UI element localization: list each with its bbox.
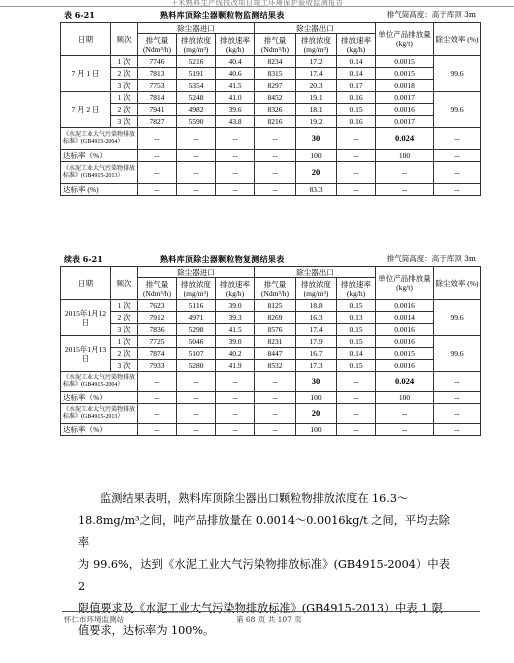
value-cell: 0.15 <box>337 360 376 372</box>
standard-value: -- <box>138 424 177 436</box>
value-cell: 7753 <box>138 80 177 92</box>
efficiency-cell: 99.6 <box>434 56 481 92</box>
inlet-header: 除尘器进口 <box>138 23 255 34</box>
standard-label: 《水泥工业大气污染物排放标准》(GB4915-2004） <box>61 128 138 150</box>
value-cell: 0.0017 <box>376 92 434 104</box>
value-cell: 19.2 <box>296 116 337 128</box>
efficiency-cell: 99.6 <box>434 92 481 128</box>
standard-value: -- <box>337 424 376 436</box>
value-cell: 39.0 <box>216 300 255 312</box>
value-cell: 0.15 <box>337 104 376 116</box>
value-cell: 5116 <box>177 300 216 312</box>
value-cell: 7941 <box>138 104 177 116</box>
standard-value: -- <box>434 128 481 150</box>
standard-value: -- <box>255 162 296 184</box>
paragraph-line: 监测结果表明，熟料库顶除尘器出口颗粒物排放浓度在 16.3～ <box>100 492 409 505</box>
table2-caption <box>60 253 480 265</box>
value-cell: 43.8 <box>216 116 255 128</box>
standard-value: 0.024 <box>376 128 434 150</box>
value-cell: 7813 <box>138 68 177 80</box>
standard-value: -- <box>138 392 177 404</box>
freq-cell: 1 次 <box>111 300 138 312</box>
value-cell: 8532 <box>255 360 296 372</box>
freq-header: 频次 <box>111 267 138 300</box>
standard-value: -- <box>337 150 376 162</box>
value-cell: 0.0014 <box>376 312 434 324</box>
standard-value: -- <box>138 184 177 196</box>
paragraph-line: 限值要求及《水泥工业大气污染物排放标准》(GB4915-2013）中表 1 限 <box>78 602 443 615</box>
value-cell: 5298 <box>177 324 216 336</box>
value-cell: 0.17 <box>337 80 376 92</box>
freq-cell: 2 次 <box>111 312 138 324</box>
standard-value: -- <box>434 392 481 404</box>
table-row <box>61 116 481 128</box>
date-header: 日期 <box>61 267 111 300</box>
inlet-header: 除尘器进口 <box>138 267 255 278</box>
value-cell: 0.13 <box>337 312 376 324</box>
table-row <box>61 312 481 324</box>
flow-header: 排气量 (Ndm³/h) <box>138 34 177 56</box>
standard-label: 《水泥工业大气污染物排放标准》(GB4915-2013） <box>61 162 138 184</box>
value-cell: 41.9 <box>216 360 255 372</box>
paragraph-line: 为 99.6%，达到《水泥工业大气污染物排放标准》(GB4915-2004）中表 2 <box>78 558 450 593</box>
date-cell: 2015年1月12日 <box>61 300 111 336</box>
value-cell: 8297 <box>255 80 296 92</box>
rate-header: 排放速率 (kg/h) <box>337 278 376 300</box>
standard-label: 达标率（%） <box>61 424 138 436</box>
value-cell: 18.8 <box>296 300 337 312</box>
standard-row <box>61 392 481 404</box>
rate-header: 排放速率 (kg/h) <box>337 34 376 56</box>
value-cell: 18.1 <box>296 104 337 116</box>
footer-org: 怀仁市环境监测站 <box>64 615 124 624</box>
value-cell: 40.2 <box>216 348 255 360</box>
standard-value: -- <box>177 424 216 436</box>
table1-caption <box>60 9 480 21</box>
standard-label: 达标率 (%) <box>61 184 138 196</box>
value-cell: 17.4 <box>296 324 337 336</box>
standard-value: -- <box>434 150 481 162</box>
conc-header: 排放浓度 (mg/m³) <box>177 278 216 300</box>
efficiency-header: 除尘效率 (%) <box>434 23 481 56</box>
standard-value: -- <box>216 392 255 404</box>
standard-value: 100 <box>296 424 337 436</box>
value-cell: 0.0015 <box>376 348 434 360</box>
standard-value: -- <box>216 150 255 162</box>
standard-value: -- <box>255 128 296 150</box>
value-cell: 0.14 <box>337 56 376 68</box>
standard-value: 100 <box>376 392 434 404</box>
standard-value: -- <box>255 184 296 196</box>
date-cell: 2015年1月13日 <box>61 336 111 372</box>
value-cell: 41.0 <box>216 92 255 104</box>
table-row <box>61 360 481 372</box>
standard-label: 达标率（%） <box>61 392 138 404</box>
freq-cell: 1 次 <box>111 56 138 68</box>
standard-value: -- <box>255 404 296 424</box>
standard-value: -- <box>337 162 376 184</box>
standard-row <box>61 372 481 392</box>
value-cell: 8269 <box>255 312 296 324</box>
value-cell: 0.0018 <box>376 80 434 92</box>
value-cell: 17.4 <box>296 68 337 80</box>
standard-value: 30 <box>296 372 337 392</box>
table1-number: 表 6-21 <box>64 10 95 20</box>
standard-value: -- <box>177 150 216 162</box>
freq-cell: 3 次 <box>111 360 138 372</box>
standard-value: -- <box>138 128 177 150</box>
value-cell: 17.9 <box>296 336 337 348</box>
conc-header: 排放浓度 (mg/m³) <box>296 34 337 56</box>
table1-title: 熟料库顶除尘器颗粒物监测结果表 <box>160 10 285 20</box>
value-cell: 0.15 <box>337 300 376 312</box>
value-cell: 0.0016 <box>376 360 434 372</box>
value-cell: 7874 <box>138 348 177 360</box>
value-cell: 8576 <box>255 324 296 336</box>
value-cell: 0.15 <box>337 324 376 336</box>
value-cell: 39.3 <box>216 312 255 324</box>
standard-value: -- <box>255 150 296 162</box>
value-cell: 39.0 <box>216 336 255 348</box>
value-cell: 0.0016 <box>376 324 434 336</box>
standard-value: -- <box>177 162 216 184</box>
unit-emission-header: 单位产品排放量(kg/t) <box>376 23 434 56</box>
table-row <box>61 348 481 360</box>
table-row <box>61 300 481 312</box>
rate-header: 排放速率 (kg/h) <box>216 34 255 56</box>
standard-value: 30 <box>296 128 337 150</box>
value-cell: 0.15 <box>337 336 376 348</box>
value-cell: 20.3 <box>296 80 337 92</box>
date-cell: 7 月 1 日 <box>61 56 111 92</box>
standard-value: -- <box>337 404 376 424</box>
rate-header: 排放速率 (kg/h) <box>216 278 255 300</box>
table-row <box>61 80 481 92</box>
unit-emission-header: 单位产品排放量(kg/t) <box>376 267 434 300</box>
standard-value: 83.3 <box>296 184 337 196</box>
paragraph-line: 18.8mg/m³之间，吨产品排放量在 0.0014～0.0016kg/t 之间，平均去除率 <box>78 514 450 549</box>
standard-value: -- <box>255 424 296 436</box>
table-row <box>61 324 481 336</box>
value-cell: 0.14 <box>337 68 376 80</box>
standard-value: -- <box>337 372 376 392</box>
standard-value: -- <box>376 424 434 436</box>
value-cell: 0.0015 <box>376 68 434 80</box>
standard-value: -- <box>434 184 481 196</box>
footer-divider <box>62 611 480 612</box>
freq-header: 频次 <box>111 23 138 56</box>
standard-row <box>61 424 481 436</box>
standard-value: -- <box>177 184 216 196</box>
table-row <box>61 92 481 104</box>
value-cell: 41.5 <box>216 324 255 336</box>
standard-value: -- <box>138 372 177 392</box>
value-cell: 17.2 <box>296 56 337 68</box>
table-row <box>61 336 481 348</box>
standard-value: -- <box>138 404 177 424</box>
value-cell: 7746 <box>138 56 177 68</box>
standard-value: -- <box>255 392 296 404</box>
outlet-header: 除尘器出口 <box>255 267 376 278</box>
table-row <box>61 56 481 68</box>
table1-note: 排气筒高度：高于库顶 3m <box>386 10 476 19</box>
flow-header: 排气量 (Ndm³/h) <box>255 34 296 56</box>
date-cell: 7 月 2 日 <box>61 92 111 128</box>
standard-value: -- <box>434 424 481 436</box>
value-cell: 7827 <box>138 116 177 128</box>
table2-note: 排气筒高度：高于库顶 3m <box>386 254 476 263</box>
value-cell: 16.7 <box>296 348 337 360</box>
freq-cell: 2 次 <box>111 68 138 80</box>
standard-value: -- <box>376 404 434 424</box>
standard-value: -- <box>177 128 216 150</box>
freq-cell: 2 次 <box>111 348 138 360</box>
standard-value: -- <box>177 372 216 392</box>
efficiency-cell: 99.6 <box>434 300 481 336</box>
standard-value: -- <box>376 162 434 184</box>
value-cell: 39.6 <box>216 104 255 116</box>
value-cell: 0.14 <box>337 348 376 360</box>
value-cell: 8234 <box>255 56 296 68</box>
freq-cell: 3 次 <box>111 324 138 336</box>
value-cell: 8125 <box>255 300 296 312</box>
efficiency-cell: 99.6 <box>434 336 481 372</box>
freq-cell: 1 次 <box>111 336 138 348</box>
value-cell: 5354 <box>177 80 216 92</box>
value-cell: 7912 <box>138 312 177 324</box>
value-cell: 0.16 <box>337 116 376 128</box>
paragraph-line: 值要求，达标率为 100%。 <box>78 624 215 637</box>
standard-value: -- <box>138 150 177 162</box>
value-cell: 16.3 <box>296 312 337 324</box>
value-cell: 8326 <box>255 104 296 116</box>
value-cell: 17.3 <box>296 360 337 372</box>
standard-label: 《水泥工业大气污染物排放标准》(GB4915-2013） <box>61 404 138 424</box>
standard-value: -- <box>434 162 481 184</box>
value-cell: 0.0017 <box>376 116 434 128</box>
value-cell: 8315 <box>255 68 296 80</box>
standard-value: 100 <box>376 150 434 162</box>
flow-header: 排气量 (Ndm³/h) <box>138 278 177 300</box>
value-cell: 5280 <box>177 360 216 372</box>
value-cell: 0.0016 <box>376 300 434 312</box>
standard-row <box>61 128 481 150</box>
standard-value: -- <box>216 372 255 392</box>
value-cell: 19.1 <box>296 92 337 104</box>
table2-number: 续表 6-21 <box>64 254 103 264</box>
value-cell: 0.0015 <box>376 56 434 68</box>
table-row <box>61 68 481 80</box>
table2 <box>60 266 481 436</box>
value-cell: 4982 <box>177 104 216 116</box>
freq-cell: 3 次 <box>111 80 138 92</box>
freq-cell: 1 次 <box>111 92 138 104</box>
standard-value: -- <box>216 162 255 184</box>
standard-row <box>61 404 481 424</box>
standard-value: 20 <box>296 162 337 184</box>
standard-value: -- <box>138 162 177 184</box>
value-cell: 40.4 <box>216 56 255 68</box>
conc-header: 排放浓度 (mg/m³) <box>296 278 337 300</box>
freq-cell: 2 次 <box>111 104 138 116</box>
standard-value: -- <box>177 404 216 424</box>
value-cell: 7725 <box>138 336 177 348</box>
conc-header: 排放浓度 (mg/m³) <box>177 34 216 56</box>
page-number: 第 68 页 共 107 页 <box>236 615 302 624</box>
value-cell: 0.0016 <box>376 104 434 116</box>
value-cell: 8452 <box>255 92 296 104</box>
value-cell: 0.16 <box>337 92 376 104</box>
value-cell: 5107 <box>177 348 216 360</box>
value-cell: 8231 <box>255 336 296 348</box>
standard-value: -- <box>434 404 481 424</box>
standard-value: -- <box>337 184 376 196</box>
value-cell: 0.0016 <box>376 336 434 348</box>
value-cell: 5191 <box>177 68 216 80</box>
standard-label: 《水泥工业大气污染物排放标准》(GB4915-2004） <box>61 372 138 392</box>
standard-value: -- <box>216 128 255 150</box>
standard-row <box>61 150 481 162</box>
standard-value: -- <box>216 184 255 196</box>
value-cell: 4971 <box>177 312 216 324</box>
freq-cell: 3 次 <box>111 116 138 128</box>
value-cell: 7933 <box>138 360 177 372</box>
standard-value: -- <box>216 404 255 424</box>
value-cell: 5248 <box>177 92 216 104</box>
efficiency-header: 除尘效率 (%) <box>434 267 481 300</box>
table2-title: 熟料库顶除尘器颗粒物复测结果表 <box>160 254 285 264</box>
value-cell: 5216 <box>177 56 216 68</box>
standard-value: -- <box>177 392 216 404</box>
value-cell: 5046 <box>177 336 216 348</box>
value-cell: 8447 <box>255 348 296 360</box>
standard-value: 20 <box>296 404 337 424</box>
value-cell: 7814 <box>138 92 177 104</box>
value-cell: 7836 <box>138 324 177 336</box>
table1 <box>60 22 481 196</box>
standard-label: 达标率（%） <box>61 150 138 162</box>
standard-value: -- <box>337 128 376 150</box>
table-row <box>61 104 481 116</box>
value-cell: 7623 <box>138 300 177 312</box>
running-header: 干米熟料生产线技改项目竣工环境保护验收监测报告 <box>0 0 514 7</box>
standard-value: -- <box>255 372 296 392</box>
standard-value: -- <box>337 392 376 404</box>
value-cell: 8216 <box>255 116 296 128</box>
standard-value: 100 <box>296 392 337 404</box>
outlet-header: 除尘器出口 <box>255 23 376 34</box>
flow-header: 排气量 (Ndm³/h) <box>255 278 296 300</box>
standard-value: 0.024 <box>376 372 434 392</box>
value-cell: 5590 <box>177 116 216 128</box>
standard-row <box>61 162 481 184</box>
value-cell: 41.5 <box>216 80 255 92</box>
date-header: 日期 <box>61 23 111 56</box>
standard-value: -- <box>376 184 434 196</box>
standard-value: 100 <box>296 150 337 162</box>
standard-value: -- <box>434 372 481 392</box>
value-cell: 40.6 <box>216 68 255 80</box>
standard-value: -- <box>216 424 255 436</box>
standard-row <box>61 184 481 196</box>
